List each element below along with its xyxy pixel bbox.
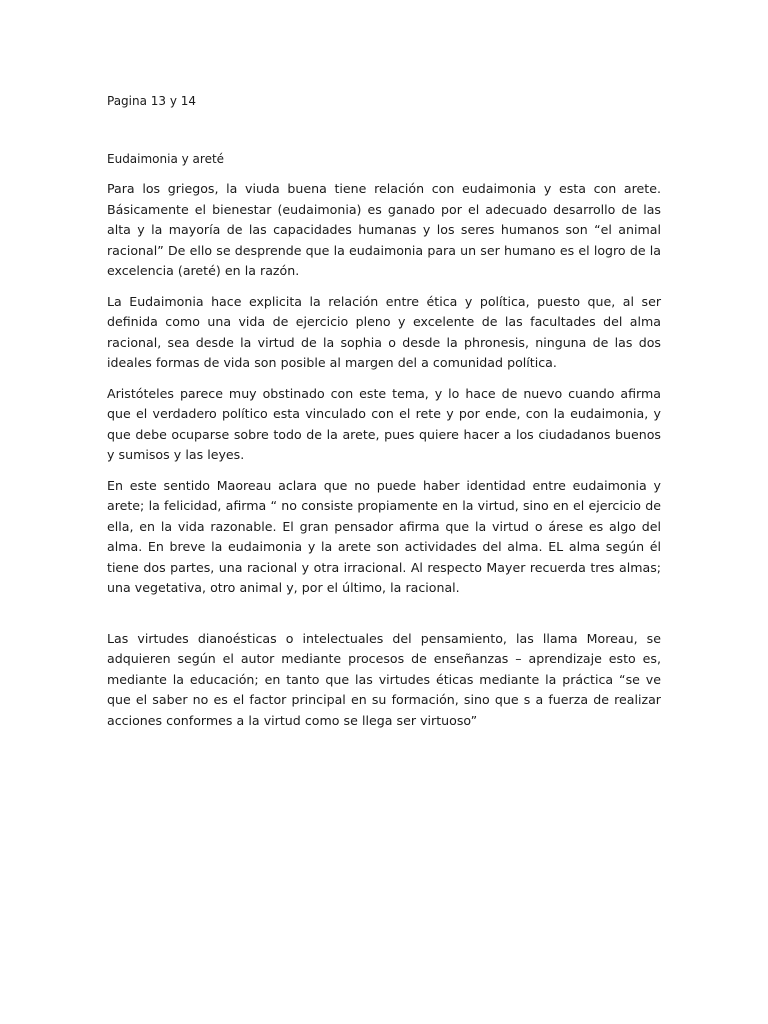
paragraph: En este sentido Maoreau aclara que no puede haber identidad entre eudaimonia y arete; la felicidad, afirma “ no consiste propiamente en la virtud, sino en el ejercicio de ella, en la vida razonable. El gran pensador afirma que la virtud o árese es algo del alma. En breve la eudaimonia y la arete son actividades del alma. EL alma según él tiene dos partes, una racional y otra irracional. Al respecto Mayer recuerda tres almas; una vegetativa, otro animal y, por el último, la racional. [107, 477, 661, 595]
section-heading: Eudaimonia y areté [107, 152, 225, 166]
paragraph: Las virtudes dianoésticas o intelectuales del pensamiento, las llama Moreau, se adquieren según el autor mediante procesos de enseñanzas – aprendizaje esto es, mediante la educación; en tanto que las virtudes éticas mediante la práctica “se ve que el saber no es el factor principal en su formación, sino que s a fuerza de realizar acciones conformes a la virtud como se llega ser virtuoso” [107, 630, 661, 728]
paragraph: La Eudaimonia hace explicita la relación entre ética y política, puesto que, al ser definida como una vida de ejercicio pleno y excelente de las facultades del alma racional, sea desde la virtud de la sophia o desde la phronesis, ninguna de las dos ideales formas de vida son posible al margen del a comunidad política. [107, 293, 661, 370]
paragraph: Para los griegos, la viuda buena tiene relación con eudaimonia y esta con arete. Básicamente el bienestar (eudaimonia) es ganado por el adecuado desarrollo de las alta y la mayoría de las capacidades humanas y los seres humanos son “el animal racional” De ello se desprende que la eudaimonia para un ser humano es el logro de la excelencia (areté) en la razón. [107, 181, 661, 278]
page-reference: Pagina 13 y 14 [107, 94, 197, 108]
document-body [107, 179, 661, 741]
paragraph: Aristóteles parece muy obstinado con este tema, y lo hace de nuevo cuando afirma que el verdadero político esta vinculado con el rete y por ende, con la eudaimonia, y que debe ocuparse sobre todo de la arete, pues quiere hacer a los ciudadanos buenos y sumisos y las leyes. [107, 385, 661, 462]
